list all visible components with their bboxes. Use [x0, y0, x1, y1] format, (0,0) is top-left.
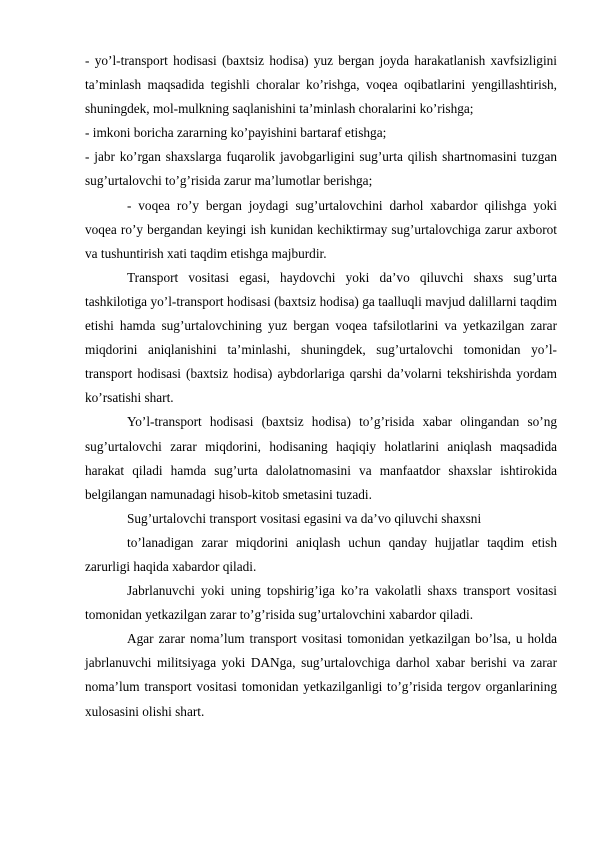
paragraph-7: Sug’urtalovchi transport vositasi egasini va da’vo qiluvchi shaxsni [127, 510, 482, 526]
paragraph-8: to’lanadigan zarar miqdorini aniqlash uchun qanday hujjatlar taqdim etish zarurligi haqida xabardor qiladi. [85, 534, 557, 574]
paragraph-9: Jabrlanuvchi yoki uning topshirig’iga ko’ra vakolatli shaxs transport vositasi tomonidan yetkazilgan zarar to’g’risida sug’urtalovchini xabardor qiladi. [85, 583, 557, 623]
paragraph-2: - imkoni boricha zararning ko’payishini bartaraf etishga; [85, 125, 387, 141]
paragraph-4: - voqea ro’y bergan joydagi sug’urtalovchini darhol xabardor qilishga yoki voqea ro’y bergandan keyingi ish kunidan kechiktirmay sug’urtalovchiga zarur axborot va tushuntirish xati taqdim etishga majburdir. [85, 197, 557, 261]
paragraph-10: Agar zarar noma’lum transport vositasi tomonidan yetkazilgan bo’lsa, u holda jabrlanuvchi militsiyaga yoki DANga, sug’urtalovchiga darhol xabar berishi va zarar noma’lum transport vositasi tomonidan yetkazilganligi to’g’risida tergov organlarining xulosasini olishi shart. [85, 631, 557, 719]
paragraph-5: Transport vositasi egasi, haydovchi yoki da’vo qiluvchi shaxs sug’urta tashkilotiga yo’l-transport hodisasi (baxtsiz hodisa) ga taalluqli mavjud dalillarni taqdim etishi hamda sug’urtalovchining yuz bergan voqea tafsilotlarini va yetkazilgan zarar miqdorini aniqlanishini ta’minlashi, shuningdek, sug’urtalovchi tomonidan yo’l-transport hodisasi (baxtsiz hodisa) aybdorlariga qarshi da’volarni tekshirishda yordam ko’rsatishi shart. [85, 269, 557, 406]
paragraph-1: - yo’l-transport hodisasi (baxtsiz hodisa) yuz bergan joyda harakatlanish xavfsizligini ta’minlash maqsadida tegishli choralar ko’rishga, voqea oqibatlarini yengillashtirish, shuningdek, mol-mulkning saqlanishini ta’minlash choralarini ko’rishga; [85, 53, 557, 117]
paragraph-3: - jabr ko’rgan shaxslarga fuqarolik javobgarligini sug’urta qilish shartnomasini tuzgan sug’urtalovchi to’g’risida zarur ma’lumotlar berishga; [85, 149, 557, 189]
paragraph-6: Yo’l-transport hodisasi (baxtsiz hodisa) to’g’risida xabar olingandan so’ng sug’urtalovchi zarar miqdorini, hodisaning haqiqiy holatlarini aniqlash maqsadida harakat qiladi hamda sug’urta dalolatnomasini va manfaatdor shaxslar ishtirokida belgilangan namunadagi hisob-kitob smetasini tuzadi. [85, 414, 557, 502]
document-page [85, 49, 557, 724]
